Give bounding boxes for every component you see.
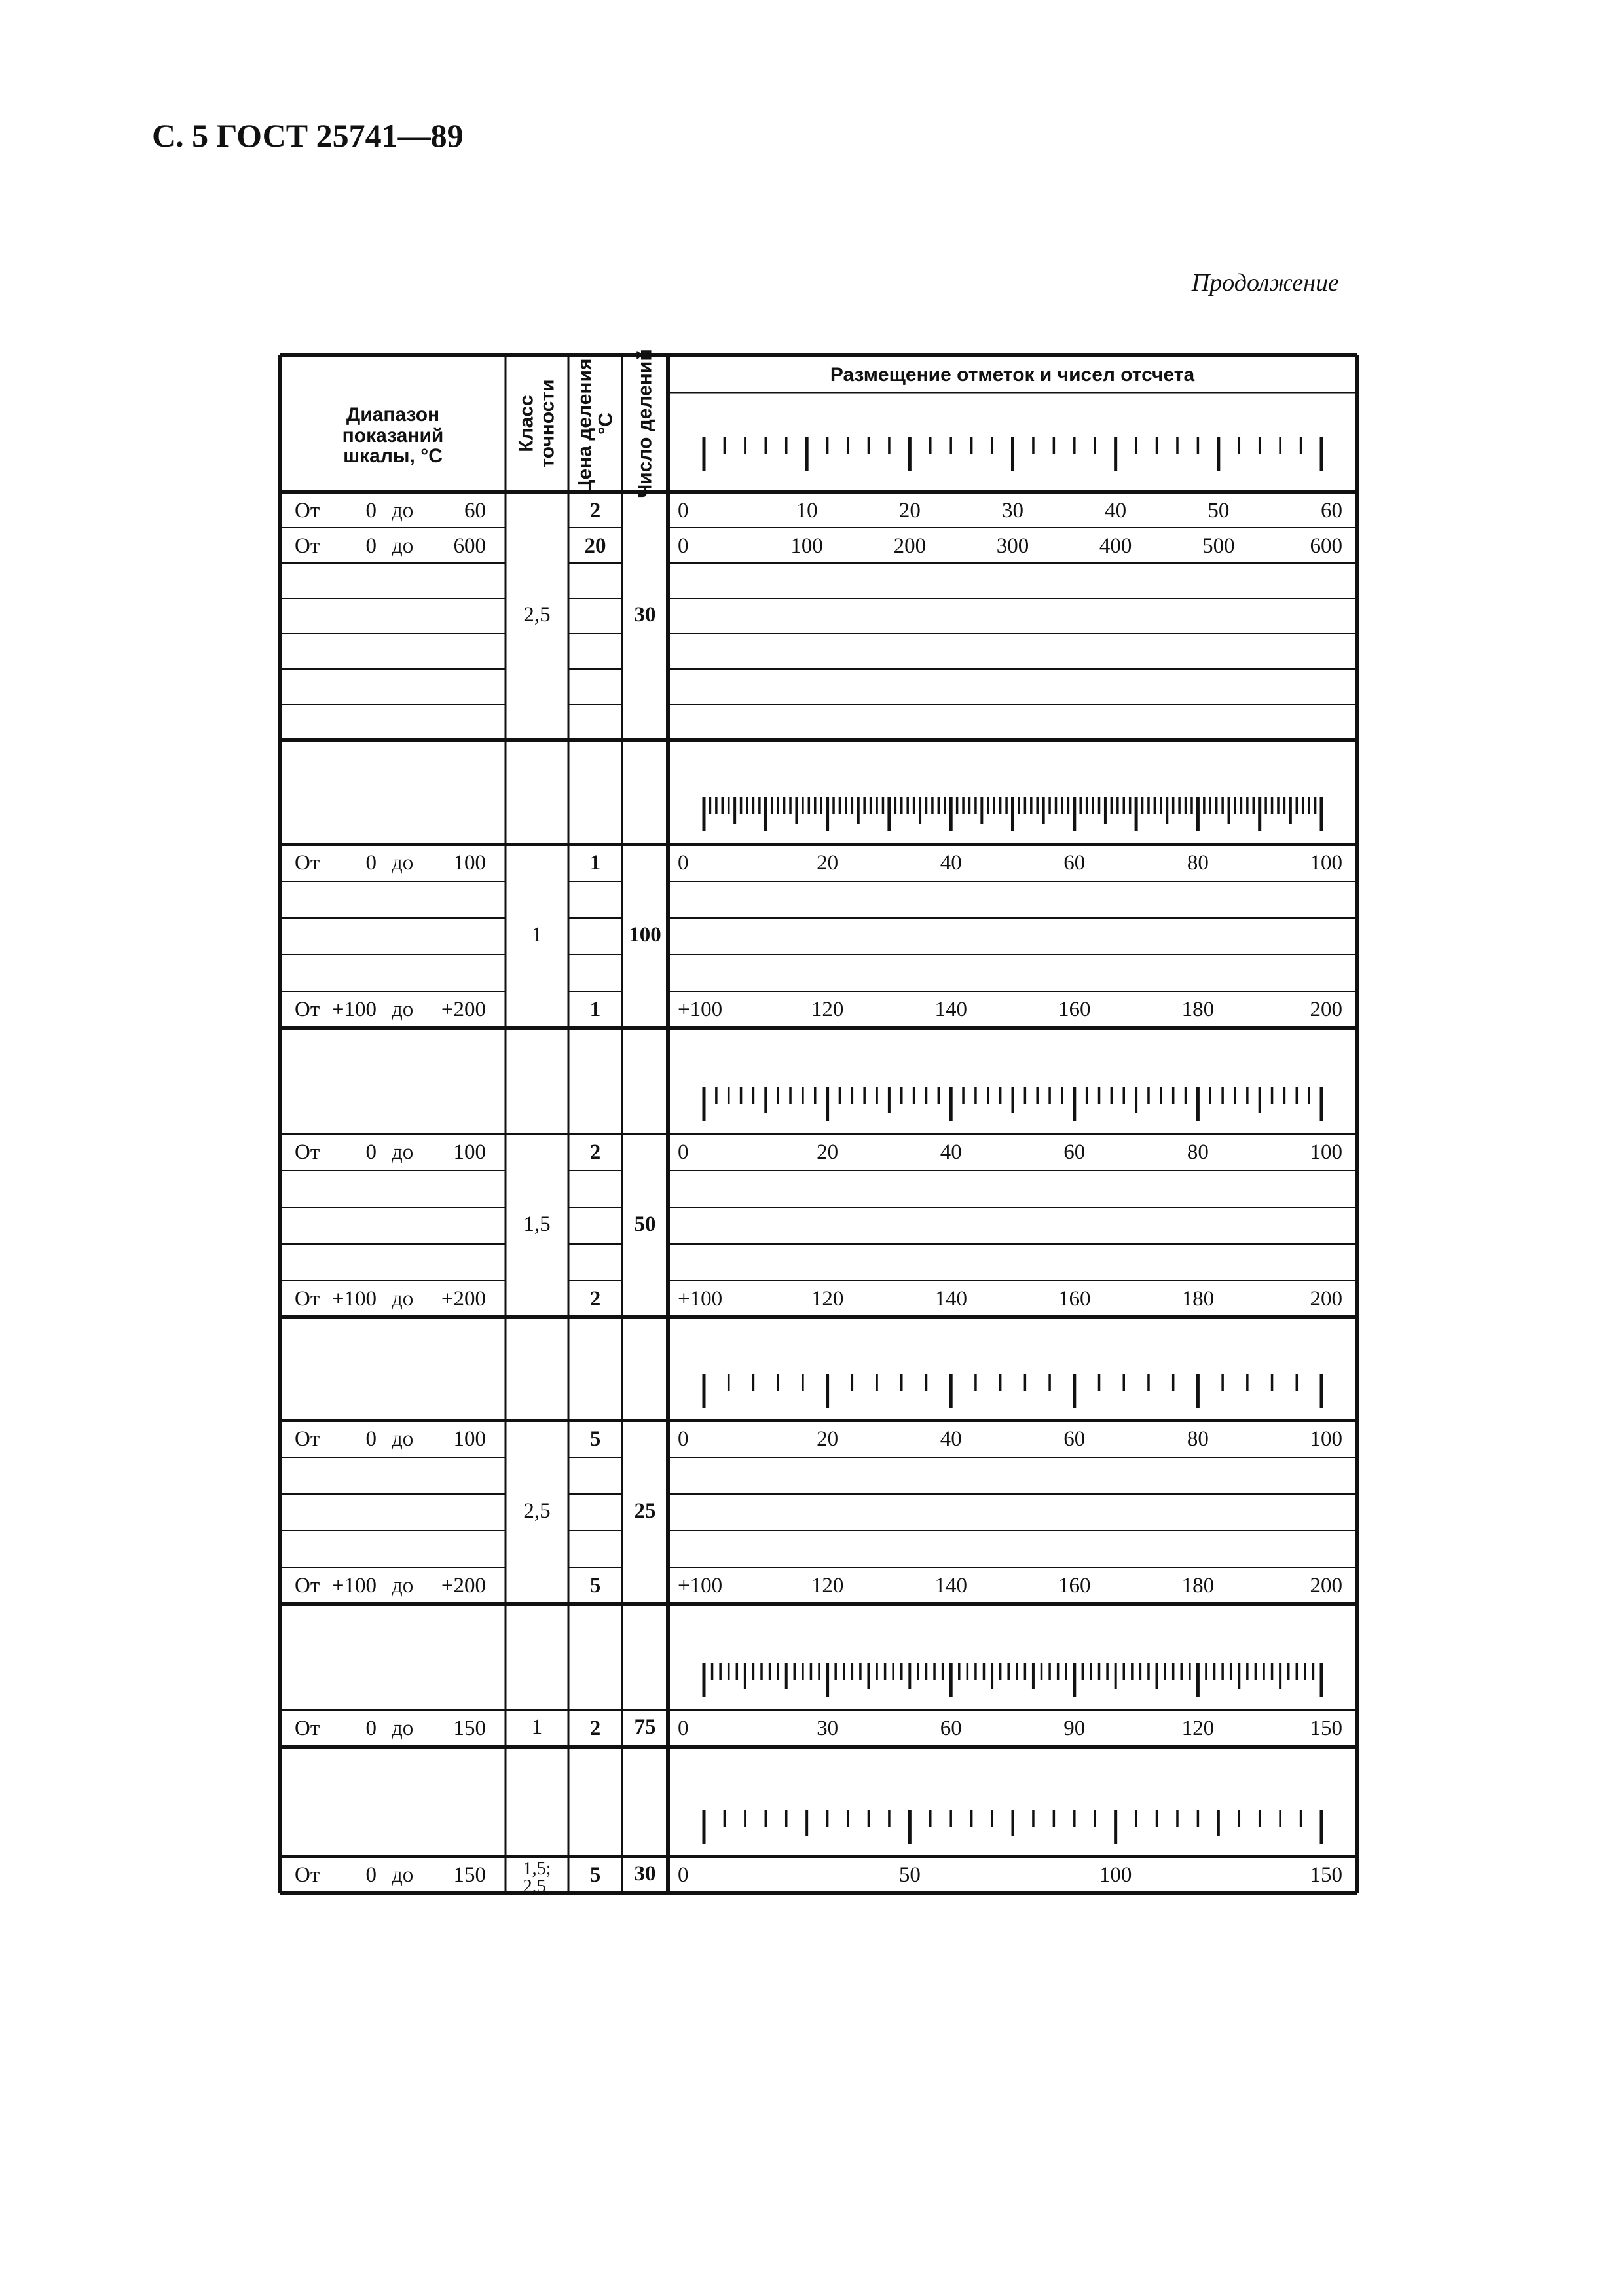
column-header-range-line: шкалы, °С (343, 445, 443, 467)
range-from-label: От (295, 499, 320, 522)
scale-number: 50 (898, 1863, 921, 1887)
scale-number: 300 (996, 534, 1029, 558)
range-from-label: От (295, 1574, 320, 1597)
scale-number: 10 (796, 499, 818, 522)
scale-number: +100 (678, 998, 723, 1021)
column-header-accuracy-line: Класс (515, 395, 538, 452)
division-count: 30 (634, 1862, 656, 1886)
range-from-value: +100 (331, 998, 377, 1021)
scale-number: 0 (678, 499, 689, 522)
range-to-label: до (392, 534, 414, 558)
scale-number: 80 (1187, 851, 1209, 875)
scale-number: 0 (678, 1863, 689, 1887)
range-to-value: +200 (441, 1574, 486, 1597)
scale-number: 180 (1181, 1574, 1215, 1597)
division-value: 5 (589, 1574, 601, 1597)
accuracy-class: 2,5 (523, 603, 551, 627)
scale-number: 0 (678, 851, 689, 875)
scale-ticks-2 (704, 1087, 1321, 1121)
scale-number: 120 (811, 1287, 844, 1311)
column-header-accuracy (517, 379, 558, 467)
range-to-label: до (392, 1574, 414, 1597)
scale-number: 120 (811, 1574, 844, 1597)
column-header-range (342, 405, 444, 467)
scale-number: 180 (1181, 998, 1215, 1021)
range-to-value: 100 (453, 851, 486, 875)
division-value: 1 (589, 998, 601, 1021)
scale-number: 150 (1310, 1717, 1342, 1740)
scale-number: 160 (1058, 1574, 1091, 1597)
range-from-value: 0 (365, 1140, 377, 1164)
scale-number: 90 (1063, 1717, 1086, 1740)
column-header-marks: Размещение отметок и чисел отсчета (830, 364, 1195, 386)
scale-number: 140 (934, 998, 967, 1021)
scale-number: +100 (678, 1574, 723, 1597)
scale-number: 20 (817, 1140, 839, 1164)
range-from-label: От (295, 1717, 320, 1740)
range-from-value: 0 (365, 1717, 377, 1740)
scale-number: 100 (1099, 1863, 1132, 1887)
range-to-label: до (392, 1863, 414, 1887)
range-from-label: От (295, 998, 320, 1021)
header-scale-ticks (704, 437, 1321, 471)
range-to-label: до (392, 1140, 414, 1164)
range-to-value: 100 (453, 1140, 486, 1164)
scale-number: 0 (678, 1717, 689, 1740)
scale-number: 80 (1187, 1427, 1209, 1451)
range-to-value: +200 (441, 1287, 486, 1311)
scale-number: 20 (898, 499, 921, 522)
scale-number: 0 (678, 1427, 689, 1451)
scale-number: 200 (893, 534, 927, 558)
scale-number: 60 (1063, 1140, 1086, 1164)
range-from-label: От (295, 851, 320, 875)
range-from-label: От (295, 1427, 320, 1451)
scale-number: 400 (1099, 534, 1132, 558)
scale-number: 60 (1063, 1427, 1086, 1451)
range-from-value: +100 (331, 1574, 377, 1597)
scale-number: 20 (817, 851, 839, 875)
scale-number: 40 (940, 851, 962, 875)
division-count: 30 (634, 603, 656, 627)
range-from-value: 0 (365, 534, 377, 558)
scale-number: 50 (1207, 499, 1230, 522)
scale-number: 120 (1181, 1717, 1215, 1740)
column-header-range-line: Диапазон (346, 404, 440, 426)
scale-number: 100 (1310, 1140, 1342, 1164)
scale-number: 500 (1202, 534, 1235, 558)
range-to-value: 100 (453, 1427, 486, 1451)
scale-number: 60 (1063, 851, 1086, 875)
accuracy-class: 2,5 (523, 1499, 551, 1523)
division-value: 2 (589, 1717, 601, 1740)
division-value: 1 (589, 851, 601, 875)
range-from-value: 0 (365, 1427, 377, 1451)
division-value: 5 (589, 1863, 601, 1887)
division-count: 75 (634, 1715, 656, 1739)
scale-number: 40 (1105, 499, 1127, 522)
scale-number: 0 (678, 534, 689, 558)
range-to-label: до (392, 998, 414, 1021)
continuation-label: Продолжение (1191, 269, 1339, 297)
scale-number: 0 (678, 1140, 689, 1164)
range-to-label: до (392, 1287, 414, 1311)
scale-number: 40 (940, 1140, 962, 1164)
division-value: 2 (589, 1140, 601, 1164)
column-header-accuracy-line: точности (536, 379, 558, 468)
scale-ticks-4 (704, 1663, 1321, 1697)
scale-ticks-1 (704, 797, 1321, 831)
range-from-value: 0 (365, 499, 377, 522)
column-header-divisions-line: Число делений (634, 349, 656, 498)
scale-number: 30 (1002, 499, 1023, 522)
scale-number: 60 (940, 1717, 962, 1740)
division-value: 20 (584, 534, 606, 558)
page-header: С. 5 ГОСТ 25741—89 (152, 117, 464, 154)
range-to-label: до (392, 851, 414, 875)
column-header-range-line: показаний (342, 424, 444, 446)
range-to-value: 600 (453, 534, 486, 558)
range-to-label: до (392, 1717, 414, 1740)
scale-number: 160 (1058, 1287, 1091, 1311)
scale-number: +100 (678, 1287, 723, 1311)
range-from-value: 0 (365, 851, 377, 875)
range-to-value: 150 (453, 1717, 486, 1740)
range-to-label: до (392, 499, 414, 522)
scale-number: 100 (1310, 1427, 1342, 1451)
scale-number: 100 (1310, 851, 1342, 875)
accuracy-class: 1,5; 2,5 (523, 1859, 551, 1897)
column-header-division-value (575, 353, 616, 494)
scale-number: 80 (1187, 1140, 1209, 1164)
division-value: 2 (589, 1287, 601, 1311)
accuracy-class: 1,5 (523, 1212, 551, 1236)
scale-ticks-3 (704, 1374, 1321, 1408)
range-to-value: +200 (441, 998, 486, 1021)
column-header-divisions (635, 349, 655, 498)
scale-number: 120 (811, 998, 844, 1021)
range-from-label: От (295, 1863, 320, 1887)
scale-number: 100 (790, 534, 823, 558)
range-to-value: 150 (453, 1863, 486, 1887)
division-value: 2 (589, 499, 601, 522)
scale-number: 600 (1310, 534, 1342, 558)
scale-number: 150 (1310, 1863, 1342, 1887)
division-count: 100 (629, 923, 661, 947)
scale-number: 160 (1058, 998, 1091, 1021)
scale-number: 140 (934, 1574, 967, 1597)
scale-number: 60 (1321, 499, 1342, 522)
range-from-label: От (295, 1140, 320, 1164)
range-from-value: +100 (331, 1287, 377, 1311)
accuracy-class: 1 (531, 1715, 543, 1739)
division-count: 50 (634, 1212, 656, 1236)
division-count: 25 (634, 1499, 656, 1523)
scale-number: 200 (1310, 1287, 1342, 1311)
column-header-division-value-line: °С (595, 412, 616, 435)
range-from-value: 0 (365, 1863, 377, 1887)
range-from-label: От (295, 534, 320, 558)
scale-number: 180 (1181, 1287, 1215, 1311)
scale-number: 200 (1310, 1574, 1342, 1597)
range-to-value: 60 (464, 499, 486, 522)
division-value: 5 (589, 1427, 601, 1451)
column-header-division-value-line: Цена деления, (574, 353, 596, 494)
scale-number: 140 (934, 1287, 967, 1311)
range-from-label: От (295, 1287, 320, 1311)
scale-number: 20 (817, 1427, 839, 1451)
scale-number: 30 (817, 1717, 839, 1740)
accuracy-class: 1 (531, 923, 543, 947)
scale-number: 40 (940, 1427, 962, 1451)
scale-number: 200 (1310, 998, 1342, 1021)
range-to-label: до (392, 1427, 414, 1451)
scale-ticks-5 (704, 1810, 1321, 1844)
